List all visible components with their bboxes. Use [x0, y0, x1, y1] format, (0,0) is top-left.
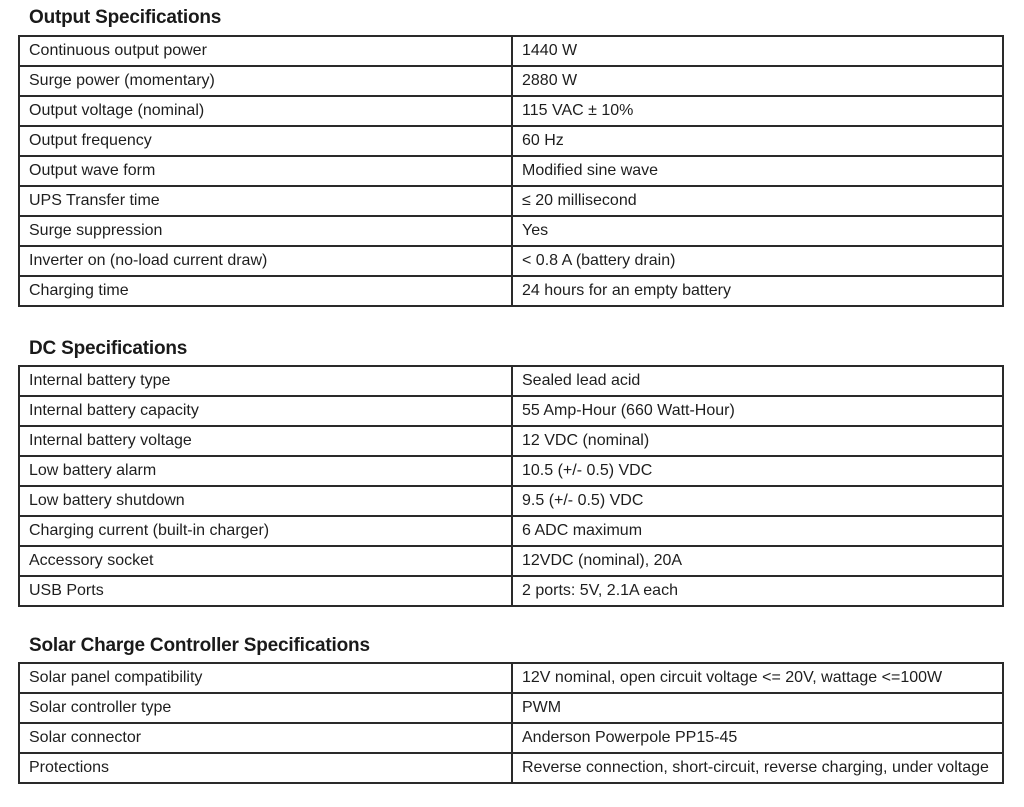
- table-row: [19, 216, 1003, 246]
- spec-label: Internal battery voltage: [19, 426, 512, 456]
- table-row: [19, 66, 1003, 96]
- spec-value: Anderson Powerpole PP15-45: [512, 723, 1003, 753]
- spec-label: Internal battery type: [19, 366, 512, 396]
- spec-label: Accessory socket: [19, 546, 512, 576]
- table-row: [19, 276, 1003, 306]
- spec-value: 1440 W: [512, 36, 1003, 66]
- section-title-output: Output Specifications: [29, 7, 222, 28]
- spec-value: 115 VAC ± 10%: [512, 96, 1003, 126]
- spec-value: 2880 W: [512, 66, 1003, 96]
- spec-value: 10.5 (+/- 0.5) VDC: [512, 456, 1003, 486]
- solar-spec-table: [18, 662, 1004, 784]
- table-row: [19, 693, 1003, 723]
- table-row: [19, 516, 1003, 546]
- spec-label: Low battery shutdown: [19, 486, 512, 516]
- table-row: [19, 156, 1003, 186]
- table-row: [19, 723, 1003, 753]
- table-row: [19, 186, 1003, 216]
- spec-value: PWM: [512, 693, 1003, 723]
- spec-value: Yes: [512, 216, 1003, 246]
- spec-label: Output voltage (nominal): [19, 96, 512, 126]
- table-row: [19, 126, 1003, 156]
- table-row: [19, 426, 1003, 456]
- table-row: [19, 96, 1003, 126]
- spec-label: Output wave form: [19, 156, 512, 186]
- spec-label: UPS Transfer time: [19, 186, 512, 216]
- table-row: [19, 486, 1003, 516]
- spec-value: Sealed lead acid: [512, 366, 1003, 396]
- table-row: [19, 753, 1003, 783]
- section-title-solar: Solar Charge Controller Specifications: [29, 635, 370, 656]
- spec-label: USB Ports: [19, 576, 512, 606]
- spec-label: Charging time: [19, 276, 512, 306]
- spec-value: 6 ADC maximum: [512, 516, 1003, 546]
- spec-value: 9.5 (+/- 0.5) VDC: [512, 486, 1003, 516]
- spec-value: 12VDC (nominal), 20A: [512, 546, 1003, 576]
- spec-label: Continuous output power: [19, 36, 512, 66]
- spec-value: Reverse connection, short-circuit, reverse charging, under voltage: [512, 753, 1003, 783]
- spec-label: Low battery alarm: [19, 456, 512, 486]
- spec-value: 2 ports: 5V, 2.1A each: [512, 576, 1003, 606]
- spec-value: Modified sine wave: [512, 156, 1003, 186]
- spec-value: 24 hours for an empty battery: [512, 276, 1003, 306]
- table-row: [19, 396, 1003, 426]
- output-spec-table: [18, 35, 1004, 307]
- spec-value: < 0.8 A (battery drain): [512, 246, 1003, 276]
- table-row: [19, 663, 1003, 693]
- table-row: [19, 246, 1003, 276]
- spec-label: Inverter on (no-load current draw): [19, 246, 512, 276]
- spec-label: Surge power (momentary): [19, 66, 512, 96]
- dc-spec-table: [18, 365, 1004, 607]
- spec-label: Solar connector: [19, 723, 512, 753]
- table-row: [19, 366, 1003, 396]
- spec-value: 12 VDC (nominal): [512, 426, 1003, 456]
- spec-label: Internal battery capacity: [19, 396, 512, 426]
- section-title-dc: DC Specifications: [29, 338, 188, 359]
- spec-value: 55 Amp-Hour (660 Watt-Hour): [512, 396, 1003, 426]
- spec-label: Solar panel compatibility: [19, 663, 512, 693]
- spec-value: 12V nominal, open circuit voltage <= 20V, wattage <=100W: [512, 663, 1003, 693]
- table-row: [19, 36, 1003, 66]
- table-row: [19, 456, 1003, 486]
- spec-value: 60 Hz: [512, 126, 1003, 156]
- spec-label: Output frequency: [19, 126, 512, 156]
- spec-label: Solar controller type: [19, 693, 512, 723]
- spec-label: Charging current (built-in charger): [19, 516, 512, 546]
- spec-value: ≤ 20 millisecond: [512, 186, 1003, 216]
- table-row: [19, 546, 1003, 576]
- table-row: [19, 576, 1003, 606]
- spec-label: Protections: [19, 753, 512, 783]
- spec-label: Surge suppression: [19, 216, 512, 246]
